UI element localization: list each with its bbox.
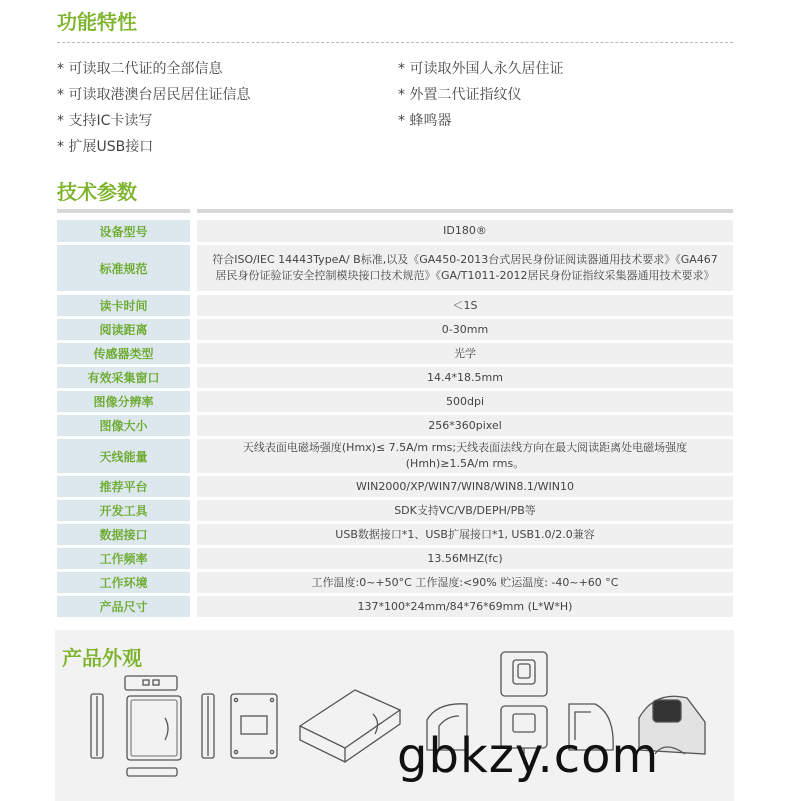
fingerprint-scanner-top-drawing — [501, 652, 547, 696]
reader-side-view-drawing — [91, 694, 103, 758]
spec-value: 工作温度:0~+50°C 工作湿度:<90% 贮运温度: -40~+60 °C — [197, 572, 733, 593]
spec-label: 设备型号 — [57, 220, 190, 242]
spec-label: 工作频率 — [57, 548, 190, 569]
specs-title: 技术参数 — [57, 180, 137, 204]
table-row — [57, 343, 733, 364]
table-row — [57, 367, 733, 388]
spec-value: 0-30mm — [197, 319, 733, 340]
specs-header-bar-left — [57, 209, 190, 213]
spec-value: 137*100*24mm/84*76*69mm (L*W*H) — [197, 596, 733, 617]
appearance-title: 产品外观 — [62, 646, 142, 670]
reader-perspective-drawing — [300, 690, 400, 762]
spec-value: 13.56MHZ(fc) — [197, 548, 733, 569]
features-title: 功能特性 — [57, 10, 137, 34]
spec-value: ID180® — [197, 220, 733, 242]
spec-value: 天线表面电磁场强度(Hmx)≤ 7.5A/m rms;天线表面法线方向在最大阅读距离处电磁场强度(Hmh)≥1.5A/m rms。 — [197, 439, 733, 473]
spec-value: SDK支持VC/VB/DEPH/PB等 — [197, 500, 733, 521]
spec-label: 阅读距离 — [57, 319, 190, 340]
feature-item: * 可读取二代证的全部信息 — [57, 61, 223, 77]
spec-value: 光学 — [197, 343, 733, 364]
table-row — [57, 220, 733, 242]
spec-value: 500dpi — [197, 391, 733, 412]
table-row — [57, 596, 733, 617]
feature-item: * 外置二代证指纹仪 — [398, 87, 522, 103]
feature-item: * 支持IC卡读写 — [57, 113, 153, 129]
table-row — [57, 415, 733, 436]
spec-label: 推荐平台 — [57, 476, 190, 497]
spec-label: 读卡时间 — [57, 295, 190, 316]
spec-value: 256*360pixel — [197, 415, 733, 436]
spec-label: 标准规范 — [57, 245, 190, 291]
table-row — [57, 439, 733, 473]
reader-top-view-drawing — [125, 676, 181, 776]
spec-value: ＜1S — [197, 295, 733, 316]
table-row — [57, 548, 733, 569]
table-row — [57, 319, 733, 340]
watermark: gbkzy.com — [397, 728, 660, 784]
spec-value: USB数据接口*1、USB扩展接口*1, USB1.0/2.0兼容 — [197, 524, 733, 545]
spec-label: 数据接口 — [57, 524, 190, 545]
spec-label: 产品尺寸 — [57, 596, 190, 617]
feature-item: * 扩展USB接口 — [57, 139, 154, 155]
reader-side-view-2-drawing — [202, 694, 214, 758]
feature-item: * 可读取港澳台居民居住证信息 — [57, 87, 251, 103]
spec-value: WIN2000/XP/WIN7/WIN8/WIN8.1/WIN10 — [197, 476, 733, 497]
reader-back-view-drawing — [231, 694, 277, 758]
feature-item: * 可读取外国人永久居住证 — [398, 61, 564, 77]
table-row — [57, 391, 733, 412]
table-row — [57, 245, 733, 291]
spec-value: 符合ISO/IEC 14443TypeA/ B标准,以及《GA450-2013台式居民身份证阅读器通用技术要求》《GA467居民身份证验证安全控制模块接口技术规范》《GA/T1011-2012居民身份证指纹采集器通用技术要求》 — [197, 245, 733, 291]
spec-label: 图像分辨率 — [57, 391, 190, 412]
features-divider — [57, 42, 733, 43]
table-row — [57, 476, 733, 497]
table-row — [57, 572, 733, 593]
specs-header-bar-right — [197, 209, 733, 213]
spec-label: 工作环境 — [57, 572, 190, 593]
table-row — [57, 524, 733, 545]
spec-label: 有效采集窗口 — [57, 367, 190, 388]
spec-label: 开发工具 — [57, 500, 190, 521]
feature-item: * 蜂鸣器 — [398, 113, 452, 129]
table-row — [57, 500, 733, 521]
table-row — [57, 295, 733, 316]
spec-value: 14.4*18.5mm — [197, 367, 733, 388]
spec-label: 天线能量 — [57, 439, 190, 473]
spec-label: 图像大小 — [57, 415, 190, 436]
spec-label: 传感器类型 — [57, 343, 190, 364]
